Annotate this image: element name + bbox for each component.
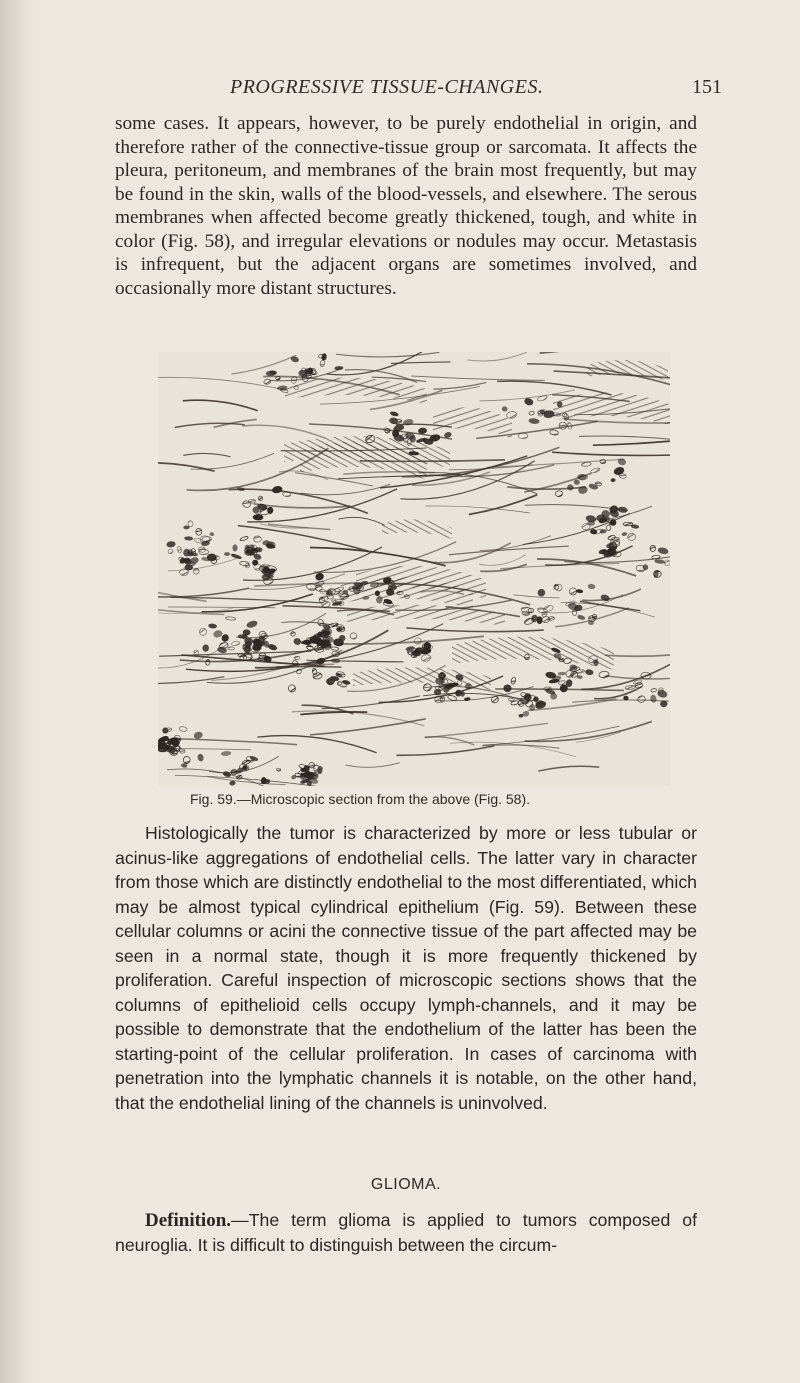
paragraph-histology: Histologically the tumor is characterized by more or less tubular or acinus-like aggregations of endothelial cells. The latter vary in character from those which are distinctly endothelial to the most differentiated, which may be almost typical cylindrical epithelium (Fig. 59). Between these cellular columns or acini the connective tissue of the part affected may be seen in a normal state, though it is more frequently thickened by proliferation. Careful inspection of microscopic sections shows that the columns of epithelioid cells occupy lymph-channels, and it may be possible to demonstrate that the endothelium of the latter has been the starting-point of the cellular proliferation. In cases of carcinoma with penetration into the lymphatic channels it is notable, on the other hand, that the endothelial lining of the channels is uninvolved.	[115, 823, 697, 1113]
running-head: PROGRESSIVE TISSUE-CHANGES.	[230, 76, 544, 98]
definition-term: Definition.	[145, 1210, 232, 1231]
section-heading-glioma: GLIOMA.	[370, 1176, 442, 1193]
figure-caption: Fig. 59.—Microscopic section from the above (Fig. 58).	[190, 791, 531, 807]
definition-text: —The term glioma is applied to tumors composed of neuroglia. It is difficult to distinguish between the circum-	[115, 1210, 697, 1255]
paragraph-top: some cases. It appears, however, to be purely endothelial in origin, and therefore rather of the connective-tissue group or sarcomata. It affects the pleura, peritoneum, and membranes of the brain most frequently, but may be found in the skin, walls of the blood-vessels, and elsewhere. The serous membranes when affected become greatly thickened, tough, and white in color (Fig. 58), and irregular elevations or nodules may occur. Metastasis is infrequent, but the adjacent organs are sometimes involved, and occasionally more distant structures.	[115, 113, 697, 299]
micrograph-illustration	[158, 352, 670, 786]
page-number: 151	[692, 76, 722, 98]
paragraph-definition	[115, 1208, 697, 1257]
figure-micrograph	[158, 352, 670, 786]
